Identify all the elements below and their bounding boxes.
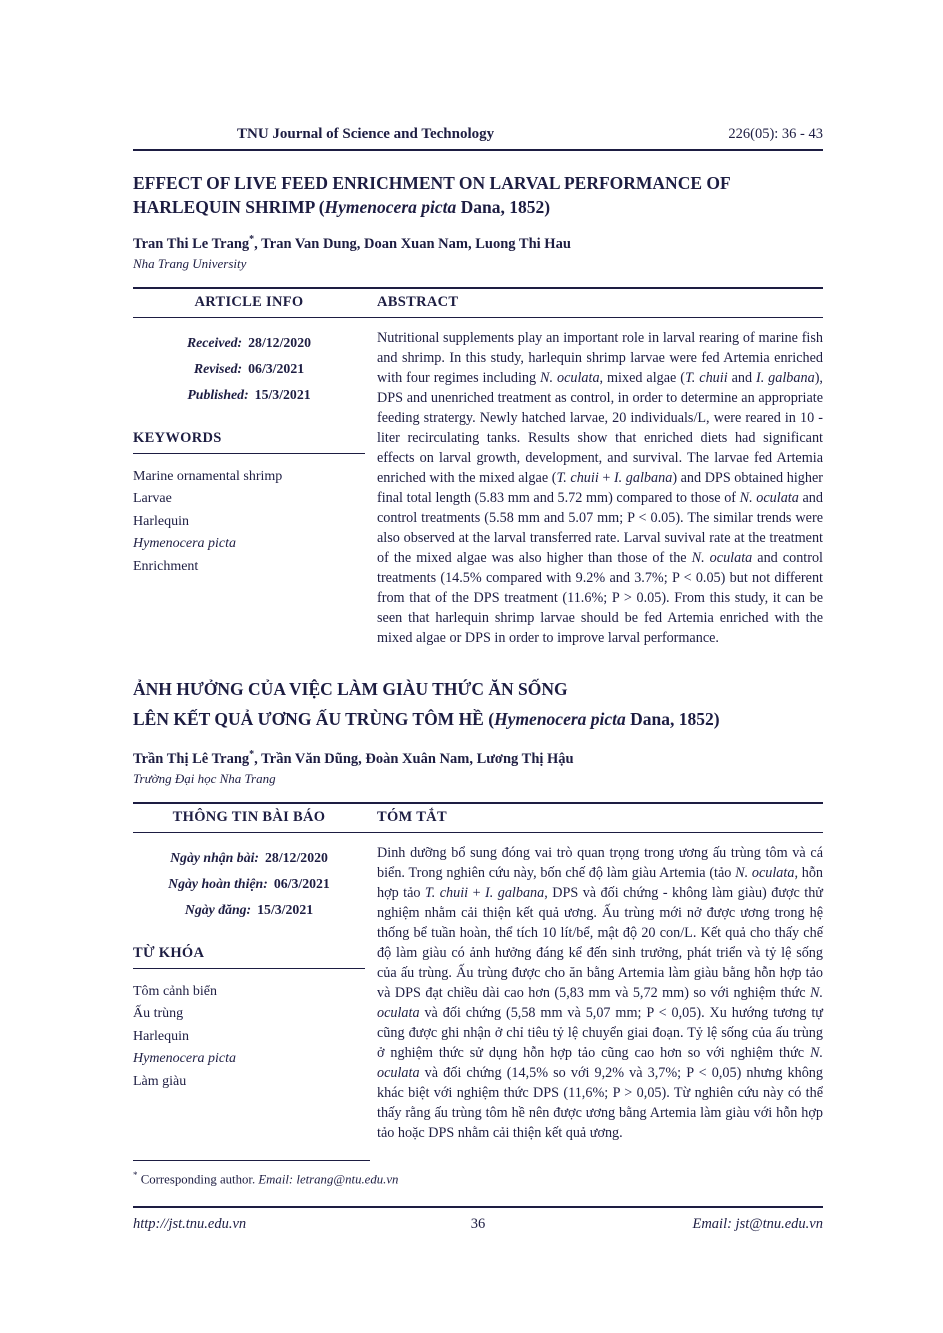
footer-journal-url: http://jst.tnu.edu.vn bbox=[133, 1216, 247, 1232]
footnote-email: Email: letrang@ntu.edu.vn bbox=[258, 1172, 399, 1187]
article-info-column bbox=[133, 833, 365, 1143]
journal-name: TNU Journal of Science and Technology bbox=[237, 126, 495, 142]
issue-pages: 226(05): 36 - 43 bbox=[728, 126, 823, 142]
info-body-row bbox=[133, 318, 823, 648]
keyword-item: Làm giàu bbox=[133, 1073, 187, 1089]
running-head bbox=[133, 126, 823, 143]
info-row-revised bbox=[133, 871, 365, 897]
info-value: 06/3/2021 bbox=[273, 875, 330, 891]
authors-en bbox=[133, 234, 823, 253]
author-first: Tran Thi Le Trang bbox=[133, 235, 250, 252]
header-rule bbox=[133, 149, 823, 151]
info-row-received bbox=[133, 330, 365, 356]
keyword-item: Hymenocera picta bbox=[133, 536, 237, 552]
authors-rest: , Trần Văn Dũng, Đoàn Xuân Nam, Lương Thị Hậu bbox=[254, 750, 574, 767]
keyword-item: Larvae bbox=[133, 491, 172, 507]
abstract-text-en: Nutritional supplements play an important role in larval rearing of marine fish and shrimp. In this study, harlequin shrimp larvae were fed Artemia enriched with four regimes including N. oculata, mixed algae (T. chuii and I. galbana), DPS and unenriched treatment as control, in order to determine an appropriate feeding stratergy. Newly hatched larvae, 20 individuals/L, were reared in 10 - liter recirculating tanks. Results show that enriched diets had significant effects on larval growth, development, and survival. The larvae fed Artemia enriched with the mixed algae (T. chuii + I. galbana) and DPS obtained higher final total length (5.83 mm and 5.72 mm) compared to those of N. oculata and control treatments (5.58 mm and 5.07 mm; P < 0.05). The similar trends were also observed at the larval transferred rate. Larval suvival rate at the treatment of the mixed algae was also higher than those of the N. oculata and control treatments (14.5% compared with 9.2% and 3.7%; P < 0.05) but not different from that of the DPS treatment (11.6%; P > 0.05). From this study, it can be seen that harlequin shrimp larvae should be fed Artemia enriched with the mixed algae or DPS in order to improve larval performance. bbox=[377, 329, 823, 646]
article-title-vn bbox=[133, 674, 823, 734]
info-heading-row bbox=[133, 289, 823, 317]
info-value: 15/3/2021 bbox=[254, 386, 311, 402]
title-species-italic: Hymenocera picta bbox=[494, 708, 626, 729]
page-content bbox=[133, 126, 823, 1143]
info-value: 28/12/2020 bbox=[265, 849, 328, 865]
info-label: Ngày hoàn thiện: bbox=[168, 875, 268, 891]
title-line2-post: Dana, 1852) bbox=[625, 708, 720, 729]
keywords-list-vn bbox=[133, 981, 365, 1094]
footer-rule bbox=[133, 1206, 823, 1208]
keyword-item: Marine ornamental shrimp bbox=[133, 468, 283, 484]
info-heading-row bbox=[133, 804, 823, 832]
keyword-item: Harlequin bbox=[133, 513, 189, 529]
abstract-heading: ABSTRACT bbox=[377, 293, 459, 310]
affiliation-en: Nha Trang University bbox=[133, 255, 247, 271]
info-label: Published: bbox=[187, 386, 249, 402]
article-info-block-vn bbox=[133, 802, 823, 1143]
info-row-received bbox=[133, 845, 365, 871]
page-footer bbox=[133, 1206, 823, 1233]
authors-rest: , Tran Van Dung, Doan Xuan Nam, Luong Thi Hau bbox=[254, 235, 571, 252]
info-label: Ngày đăng: bbox=[184, 901, 252, 917]
info-row-published bbox=[133, 897, 365, 923]
title-line2-pre: LÊN KẾT QUẢ ƯƠNG ẤU TRÙNG TÔM HỀ ( bbox=[133, 708, 495, 729]
info-body-row bbox=[133, 833, 823, 1143]
keyword-item: Enrichment bbox=[133, 558, 199, 574]
footnote-star: * bbox=[133, 1170, 138, 1180]
article-info-column bbox=[133, 318, 365, 648]
title-line2-post: Dana, 1852) bbox=[456, 197, 551, 217]
abstract-heading: TÓM TẮT bbox=[377, 808, 447, 825]
article-info-heading: ARTICLE INFO bbox=[194, 293, 304, 310]
title-line1: ẢNH HƯỞNG CỦA VIỆC LÀM GIÀU THỨC ĂN SỐNG bbox=[133, 678, 568, 699]
footnote-text bbox=[133, 1170, 823, 1187]
authors-vn bbox=[133, 749, 823, 768]
footer-journal-email: Email: jst@tnu.edu.vn bbox=[692, 1216, 823, 1232]
info-value: 15/3/2021 bbox=[257, 901, 314, 917]
abstract-text-vn: Dinh dưỡng bổ sung đóng vai trò quan trọng trong ương ấu trùng tôm và cá biển. Trong nghiên cứu này, bốn chế độ làm giàu Artemia (tảo N. oculata, hỗn hợp tảo T. chuii + I. galbana, DPS và đối chứng - không làm giàu) được thử nghiệm nhằm cải thiện kết quả ương. Ấu trùng mới nở được ương trong hệ thống bể tuần hoàn, thể tích 10 lít/bể, mật độ 20 con/L. Kết quả cho thấy chế độ làm giàu có ảnh hưởng đáng kể đến sinh trưởng, phát triển và tỷ lệ sống của ấu trùng. Ấu trùng được cho ăn bằng Artemia làm giàu bằng hỗn hợp tảo và DPS đạt chiều dài cao hơn (5,83 mm và 5,72 mm) so với nghiệm thức N. oculata và đối chứng (5,58 mm và 5,07 mm; P < 0,05). Xu hướng tương tự cũng được ghi nhận ở chỉ tiêu tỷ lệ chuyển giai đoạn. Tỷ lệ sống của ấu trùng ở nghiệm thức sử dụng hỗn hợp tảo cũng cao hơn so với nghiệm thức N. oculata và đối chứng (14,5% so với 9,2% và 3,7%; P < 0,05) nhưng không khác biệt với nghiệm thức DPS (11,6%; P > 0,05). Từ nghiên cứu này có thể thấy rằng ấu trùng tôm hề nên được ương bằng Artemia làm giàu với hỗn hợp tảo hoặc DPS nhằm cải thiện kết quả ương. bbox=[377, 844, 823, 1141]
keywords-heading: TỪ KHÓA bbox=[133, 944, 205, 961]
author-first: Trần Thị Lê Trang bbox=[133, 750, 250, 767]
keyword-item: Ấu trùng bbox=[133, 1006, 184, 1022]
title-line1: EFFECT OF LIVE FEED ENRICHMENT ON LARVAL PERFORMANCE OF bbox=[133, 173, 731, 193]
keyword-item: Harlequin bbox=[133, 1028, 189, 1044]
footnote-prefix: Corresponding author. bbox=[140, 1172, 259, 1187]
info-label: Received: bbox=[186, 334, 243, 350]
keyword-item: Hymenocera picta bbox=[133, 1051, 237, 1067]
info-row-published bbox=[133, 382, 365, 408]
affiliation-vn: Trường Đại học Nha Trang bbox=[133, 770, 276, 786]
keyword-item: Tôm cảnh biển bbox=[133, 983, 217, 999]
footnote-rule bbox=[133, 1160, 370, 1161]
info-value: 06/3/2021 bbox=[248, 360, 305, 376]
corresponding-author-mark: * bbox=[249, 748, 255, 760]
title-species-italic: Hymenocera picta bbox=[324, 197, 457, 217]
article-info-heading: THÔNG TIN BÀI BÁO bbox=[172, 808, 326, 825]
footer-row bbox=[133, 1216, 823, 1233]
title-line2-pre: HARLEQUIN SHRIMP ( bbox=[133, 197, 325, 217]
footnote bbox=[133, 1160, 823, 1187]
info-label: Revised: bbox=[193, 360, 243, 376]
keywords-heading: KEYWORDS bbox=[133, 429, 222, 446]
footer-page-number: 36 bbox=[470, 1216, 486, 1232]
corresponding-author-mark: * bbox=[249, 234, 255, 245]
keywords-list-en bbox=[133, 466, 365, 579]
article-info-block-en bbox=[133, 287, 823, 648]
keywords-rule bbox=[133, 968, 365, 969]
article-title-en bbox=[133, 171, 823, 219]
keywords-rule bbox=[133, 453, 365, 454]
info-label: Ngày nhận bài: bbox=[170, 849, 260, 865]
info-value: 28/12/2020 bbox=[248, 334, 311, 350]
info-row-revised bbox=[133, 356, 365, 382]
